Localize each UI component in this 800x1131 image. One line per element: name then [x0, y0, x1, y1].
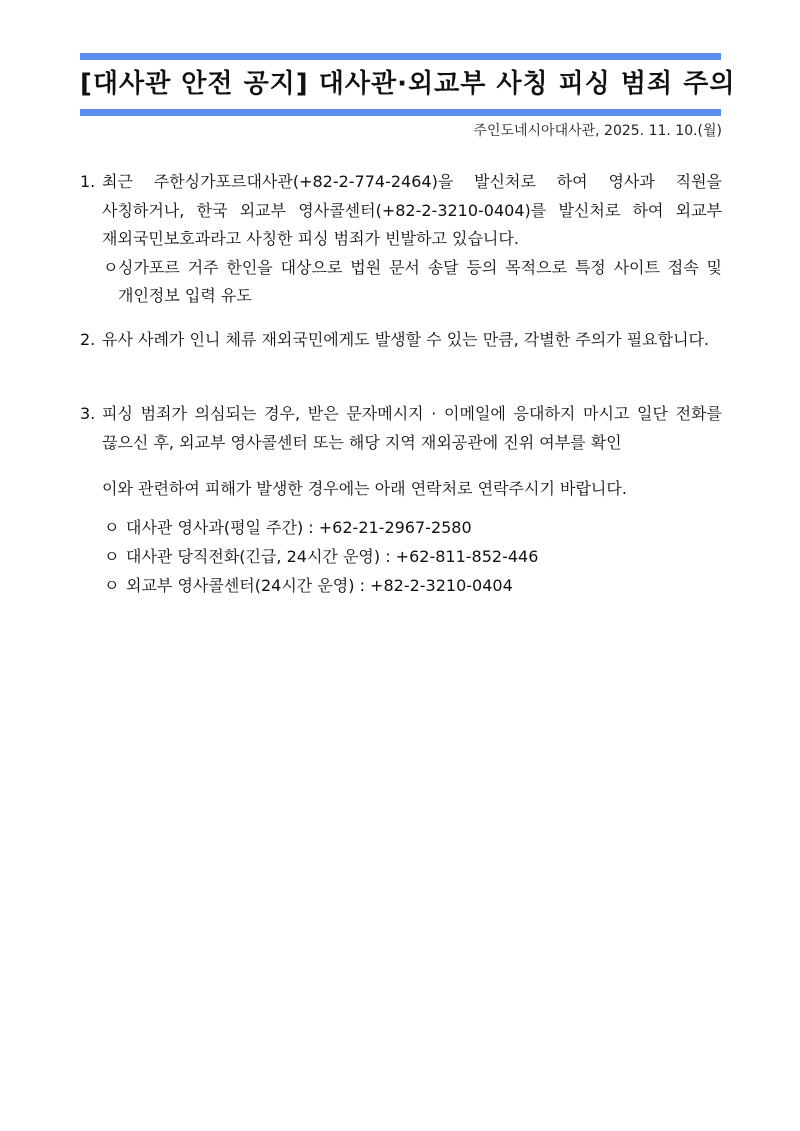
notice-item-3 [80, 400, 722, 457]
contact-text: 외교부 영사콜센터(24시간 운영) : +82-2-3210-0404 [126, 576, 513, 595]
contact-note: 이와 관련하여 피해가 발생한 경우에는 아래 연락처로 연락주시기 바랍니다. [102, 479, 627, 498]
sub-point-text: 싱가포르 거주 한인을 대상으로 법원 문서 송달 등의 목적으로 특정 사이트 접속 및 개인정보 입력 유도 [118, 257, 722, 305]
title-rule-top [80, 53, 721, 60]
circle-bullet-icon: ㅇ [104, 518, 120, 537]
item-text: 피싱 범죄가 의심되는 경우, 받은 문자메시지 · 이메일에 응대하지 마시고 일단 전화를 끊으신 후, 외교부 영사콜센터 또는 해당 지역 재외공관에 진위 여부를 확인 [102, 404, 722, 452]
item-number: 1. [80, 172, 96, 191]
notice-item-1 [80, 168, 722, 311]
contact-item [102, 513, 722, 542]
circle-bullet-icon: ㅇ [103, 257, 119, 277]
item-number: 2. [80, 330, 96, 349]
item-text: 유사 사례가 인니 체류 재외국민에게도 발생할 수 있는 만큼, 각별한 주의가 필요합니다. [102, 330, 710, 349]
circle-bullet-icon: ㅇ [104, 576, 120, 595]
contact-text: 대사관 당직전화(긴급, 24시간 운영) : +62-811-852-446 [126, 547, 539, 566]
item-number: 3. [80, 404, 96, 423]
contact-item [102, 571, 722, 600]
contact-list [102, 513, 722, 600]
contact-item [102, 542, 722, 571]
item-sub-point [80, 254, 722, 311]
circle-bullet-icon: ㅇ [104, 547, 120, 566]
item-text: 최근 주한싱가포르대사관(+82-2-774-2464)을 발신처로 하여 영사과 직원을 사칭하거나, 한국 외교부 영사콜센터(+82-2-3210-0404)를 발신처로 하여 외교부 재외국민보호과라고 사칭한 피싱 범죄가 빈발하고 있습니다. [102, 172, 722, 248]
title-rule-bottom [80, 109, 721, 116]
page-title: [대사관 안전 공지] 대사관·외교부 사칭 피싱 범죄 주의 [80, 69, 736, 99]
contact-text: 대사관 영사과(평일 주간) : +62-21-2967-2580 [126, 518, 472, 537]
notice-item-2 [80, 326, 722, 355]
issuer-date: 주인도네시아대사관, 2025. 11. 10.(월) [473, 123, 722, 139]
